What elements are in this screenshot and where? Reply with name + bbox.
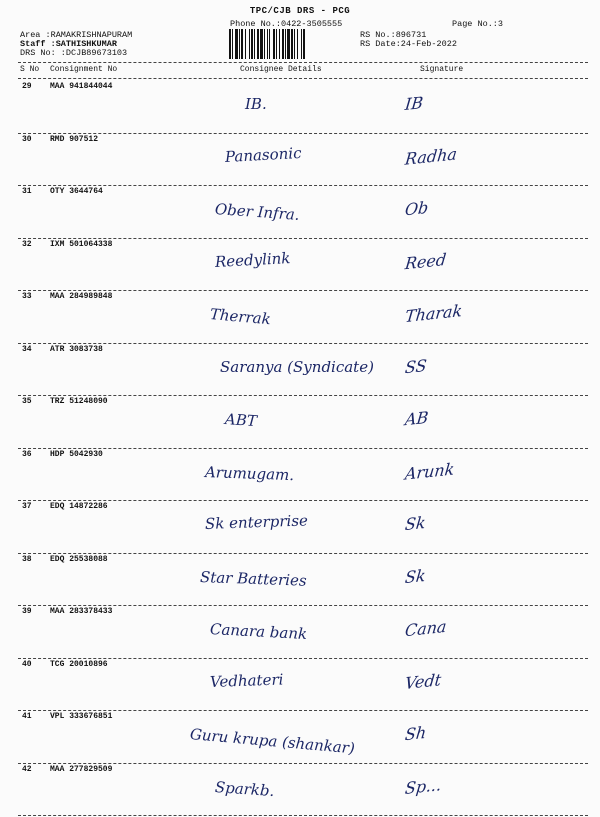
- consignment-number: ATR 3083738: [50, 345, 103, 354]
- signature: AB: [404, 408, 429, 430]
- consignment-row: [0, 607, 600, 660]
- divider: [18, 710, 588, 711]
- consignment-row: [0, 240, 600, 293]
- signature: Reed: [404, 249, 447, 273]
- divider: [18, 133, 588, 134]
- consignment-number: TCG 20010896: [50, 660, 108, 669]
- serial-number: 38: [22, 555, 32, 564]
- consignment-number: IXM 501064338: [50, 240, 112, 249]
- barcode-bar: [269, 29, 270, 59]
- consignment-number: OTY 3644764: [50, 187, 103, 196]
- divider: [18, 343, 588, 344]
- col-signature: Signature: [420, 65, 463, 74]
- consignment-row: [0, 135, 600, 188]
- signature: Vedt: [404, 669, 442, 692]
- signature: IB: [404, 93, 424, 114]
- divider: [18, 290, 588, 291]
- consignment-number: VPL 333676851: [50, 712, 112, 721]
- signature: Tharak: [404, 301, 463, 326]
- divider: [18, 605, 588, 606]
- consignee-handwritten: Arumugam.: [205, 463, 295, 484]
- barcode-bar: [249, 29, 250, 59]
- barcode-bar: [251, 29, 253, 59]
- barcode-bar: [267, 29, 268, 59]
- serial-number: 41: [22, 712, 32, 721]
- signature: Sh: [404, 723, 427, 745]
- divider: [18, 78, 588, 79]
- consignment-row: [0, 82, 600, 135]
- barcode-bar: [303, 29, 305, 59]
- consignment-row: [0, 660, 600, 713]
- barcode-bar: [239, 29, 240, 59]
- area: Area :RAMAKRISHNAPURAM: [20, 30, 132, 40]
- barcode-bar: [279, 29, 280, 59]
- divider: [18, 185, 588, 186]
- col-consignee: Consignee Details: [240, 65, 322, 74]
- signature: Sk: [404, 565, 427, 586]
- serial-number: 33: [22, 292, 32, 301]
- divider: [18, 553, 588, 554]
- column-headers: [0, 65, 600, 77]
- consignee-handwritten: Sk enterprise: [205, 511, 308, 533]
- barcode-bar: [232, 29, 233, 59]
- barcode-bar: [229, 29, 231, 59]
- barcode-bar: [287, 29, 290, 59]
- consignment-number: EDQ 14872286: [50, 502, 108, 511]
- signature: Cana: [404, 617, 447, 641]
- serial-number: 37: [22, 502, 32, 511]
- consignee-handwritten: Canara bank: [210, 620, 308, 643]
- consignment-number: MAA 277829509: [50, 765, 112, 774]
- serial-number: 30: [22, 135, 32, 144]
- consignment-row: [0, 555, 600, 608]
- consignment-number: TRZ 51248090: [50, 397, 108, 406]
- signature: Arunk: [404, 459, 455, 483]
- consignment-row: [0, 187, 600, 240]
- consignment-row: [0, 397, 600, 450]
- barcode-bar: [276, 29, 277, 59]
- consignment-row: [0, 765, 600, 817]
- consignment-row: [0, 345, 600, 398]
- barcode: [228, 29, 352, 59]
- col-consignment: Consignment No: [50, 65, 117, 74]
- barcode-bar: [257, 29, 259, 59]
- signature: Radha: [404, 144, 458, 169]
- divider: [18, 448, 588, 449]
- serial-number: 35: [22, 397, 32, 406]
- consignee-handwritten: Therrak: [209, 305, 271, 328]
- rs-date: RS Date:24-Feb-2022: [360, 39, 457, 49]
- barcode-bar: [235, 29, 238, 59]
- consignee-handwritten: Panasonic: [225, 144, 302, 166]
- consignment-number: EDQ 25538088: [50, 555, 108, 564]
- consignee-handwritten: ABT: [224, 410, 257, 430]
- drs-number: DRS No: :DCJB89673103: [20, 48, 127, 58]
- signature: SS: [404, 355, 428, 377]
- serial-number: 32: [22, 240, 32, 249]
- consignee-handwritten: Saranya (Syndicate): [220, 358, 374, 376]
- consignee-handwritten: Reedylink: [215, 249, 291, 271]
- serial-number: 31: [22, 187, 32, 196]
- page-number: Page No.:3: [452, 19, 503, 29]
- barcode-bar: [291, 29, 293, 59]
- consignee-handwritten: Star Batteries: [200, 568, 307, 590]
- barcode-bar: [273, 29, 275, 59]
- serial-number: 42: [22, 765, 32, 774]
- staff: Staff :SATHISHKUMAR: [20, 39, 117, 49]
- serial-number: 29: [22, 82, 32, 91]
- serial-number: 39: [22, 607, 32, 616]
- rs-number: RS No.:896731: [360, 30, 426, 40]
- consignee-handwritten: IB.: [245, 95, 267, 113]
- barcode-bar: [264, 29, 265, 59]
- barcode-bar: [282, 29, 284, 59]
- barcode-bar: [254, 29, 255, 59]
- divider: [18, 815, 588, 816]
- consignment-row: [0, 292, 600, 345]
- col-sno: S No: [20, 65, 39, 74]
- consignee-handwritten: Sparkb.: [214, 778, 275, 800]
- barcode-bar: [297, 29, 298, 59]
- consignment-number: HDP 5042930: [50, 450, 103, 459]
- consignment-number: RMD 907512: [50, 135, 98, 144]
- divider: [18, 658, 588, 659]
- barcode-bar: [241, 29, 243, 59]
- consignee-handwritten: Guru krupa (shankar): [189, 725, 355, 757]
- divider: [18, 395, 588, 396]
- signature: Sk: [404, 513, 427, 534]
- consignment-row: [0, 450, 600, 503]
- signature: Ob: [404, 198, 429, 220]
- divider: [18, 62, 588, 63]
- divider: [18, 238, 588, 239]
- consignee-handwritten: Ober Infra.: [214, 200, 300, 224]
- consignment-row: [0, 502, 600, 555]
- divider: [18, 500, 588, 501]
- signature: Sp...: [404, 774, 442, 797]
- divider: [18, 763, 588, 764]
- serial-number: 40: [22, 660, 32, 669]
- serial-number: 36: [22, 450, 32, 459]
- phone-number: Phone No.:0422-3505555: [230, 19, 342, 29]
- barcode-bar: [301, 29, 302, 59]
- barcode-bar: [245, 29, 246, 59]
- barcode-bar: [285, 29, 286, 59]
- consignment-row: [0, 712, 600, 765]
- consignee-handwritten: Vedhateri: [210, 670, 284, 691]
- consignment-number: MAA 284989848: [50, 292, 112, 301]
- consignment-number: MAA 941844044: [50, 82, 112, 91]
- barcode-bar: [260, 29, 263, 59]
- consignment-number: MAA 283378433: [50, 607, 112, 616]
- report-title: TPC/CJB DRS - PCG: [0, 6, 600, 16]
- barcode-bar: [294, 29, 295, 59]
- serial-number: 34: [22, 345, 32, 354]
